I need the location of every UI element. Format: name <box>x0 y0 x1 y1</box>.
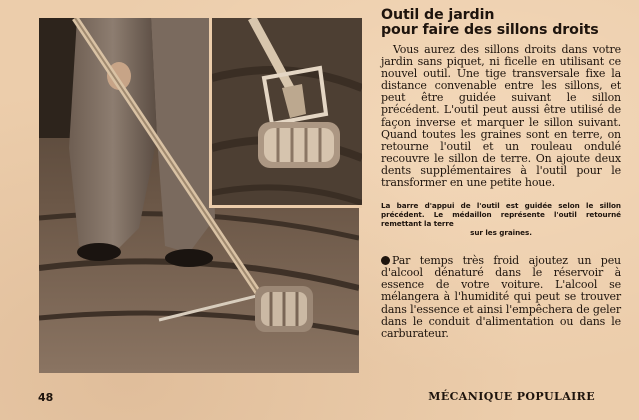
article-title <box>381 8 621 38</box>
caption-last-line: sur les graines. <box>470 228 532 238</box>
article <box>381 8 621 340</box>
title-line-1: Outil de jardin <box>381 7 495 23</box>
inset-photo <box>209 18 362 208</box>
tip-text: Par temps très froid ajoutez un peu d'alcool dénaturé dans le réservoir à essence de votre voiture. L'alcool se mélangera à l'humidité qui peut se trouver dans l'essence et ainsi l'empêchera de geler dans le conduit d'alimentation ou dans le carburateur. <box>381 254 621 340</box>
tip-paragraph <box>381 255 621 340</box>
page-number: 48 <box>38 391 54 404</box>
title-line-2: pour faire des sillons droits <box>381 22 599 38</box>
article-body: Vous aurez des sillons droits dans votre jardin sans piquet, ni ficelle en utilisant ce nouvel outil. Une tige transversale fixe la distance convenable entre les sillons, et peut être guidée suivant le sillon précédent. L'outil peut aussi être utilisé de façon inverse et marquer le sillon suivant. Quand toutes les graines sont en terre, on retourne l'outil et un rouleau ondulé recouvre le sillon de terre. On ajoute deux dents supplémentaires à l'outil pour le transformer en une petite houe. <box>381 43 621 190</box>
caption-text: La barre d'appui de l'outil est guidée selon le sillon précédent. Le médaillon représente l'outil retourné remettant la terre <box>381 201 621 229</box>
bullet-icon <box>381 256 390 265</box>
photo-caption <box>381 201 621 237</box>
magazine-name: MÉCANIQUE POPULAIRE <box>428 390 595 403</box>
